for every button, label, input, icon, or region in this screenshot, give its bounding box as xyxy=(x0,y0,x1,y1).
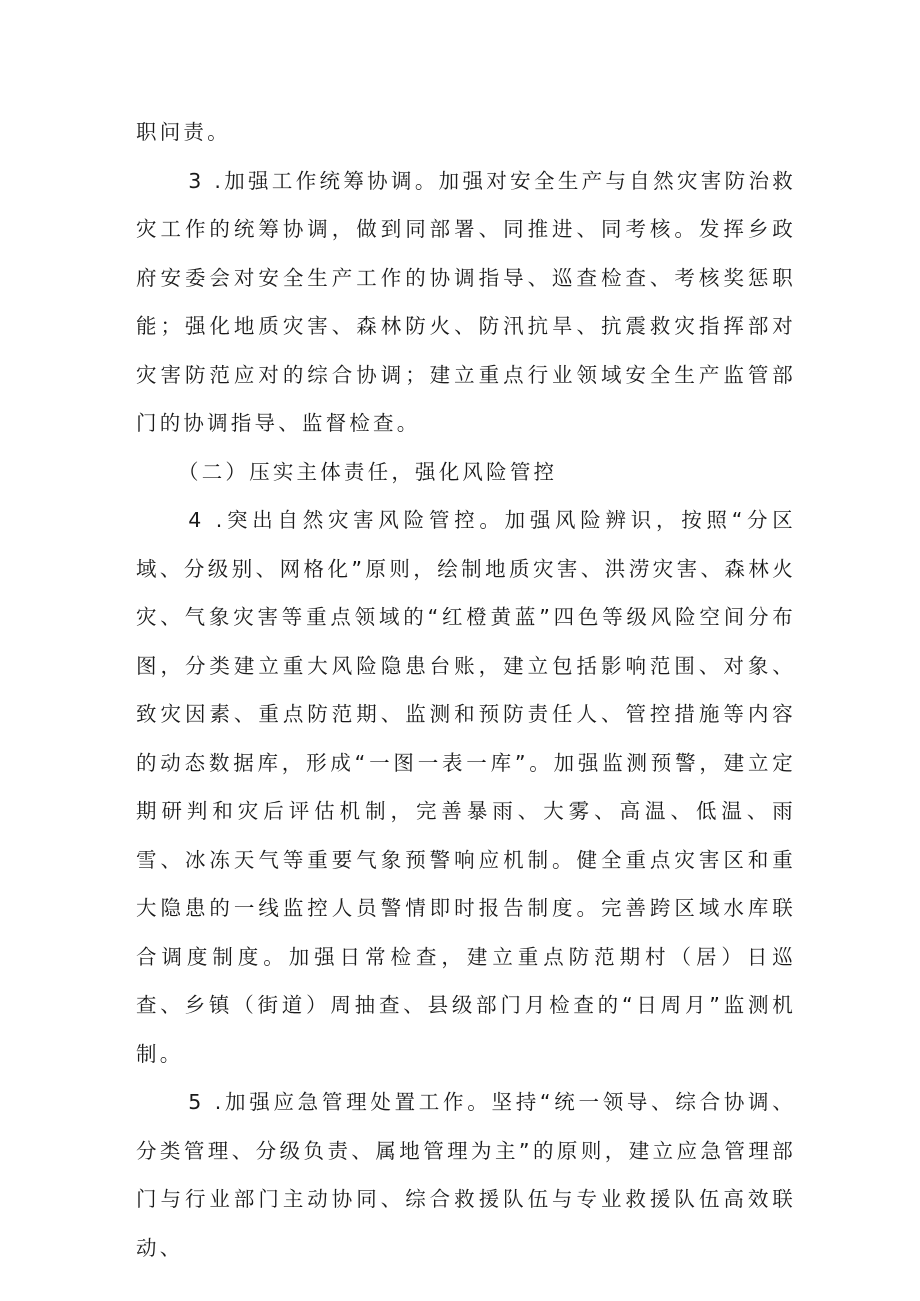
paragraph-item-3: 3 .加强工作统筹协调。加强对安全生产与自然灾害防治救灾工作的统筹协调，做到同部署、同推进、同考核。发挥乡政府安委会对安全生产工作的协调指导、巡查检查、考核奖惩职能；强化地质灾害、森林防火、防汛抗旱、抗震救灾指挥部对灾害防范应对的综合协调；建立重点行业领域安全生产监管部门的协调指导、监督检查。 xyxy=(136,168,796,435)
paragraph-item-4: 4 .突出自然灾害风险管控。加强风险辨识，按照“分区域、分级别、网格化”原则，绘制地质灾害、洪涝灾害、森林火灾、气象灾害等重点领域的“红橙黄蓝”四色等级风险空间分布图，分类建立重大风险隐患台账，建立包括影响范围、对象、致灾因素、重点防范期、监测和预防责任人、管控措施等内容的动态数据库，形成“一图一表一库”。加强监测预警，建立定期研判和灾后评估机制，完善暴雨、大雾、高温、低温、雨雪、冰冻天气等重要气象预警响应机制。健全重点灾害区和重大隐患的一线监控人员警情即时报告制度。完善跨区域水库联合调度制度。加强日常检查，建立重点防范期村（居）日巡查、乡镇（街道）周抽查、县级部门月检查的“日周月”监测机制。 xyxy=(136,508,796,1066)
document-body xyxy=(136,108,796,1272)
section-heading-2: （二）压实主体责任，强化风险管控 xyxy=(178,459,558,484)
paragraph-item-5: 5 .加强应急管理处置工作。坚持“统一领导、综合协调、分类管理、分级负责、属地管理为主”的原则，建立应急管理部门与行业部门主动协同、综合救援队伍与专业救援队伍高效联动、 xyxy=(136,1090,796,1260)
paragraph-continuation: 职问责。 xyxy=(136,120,231,144)
